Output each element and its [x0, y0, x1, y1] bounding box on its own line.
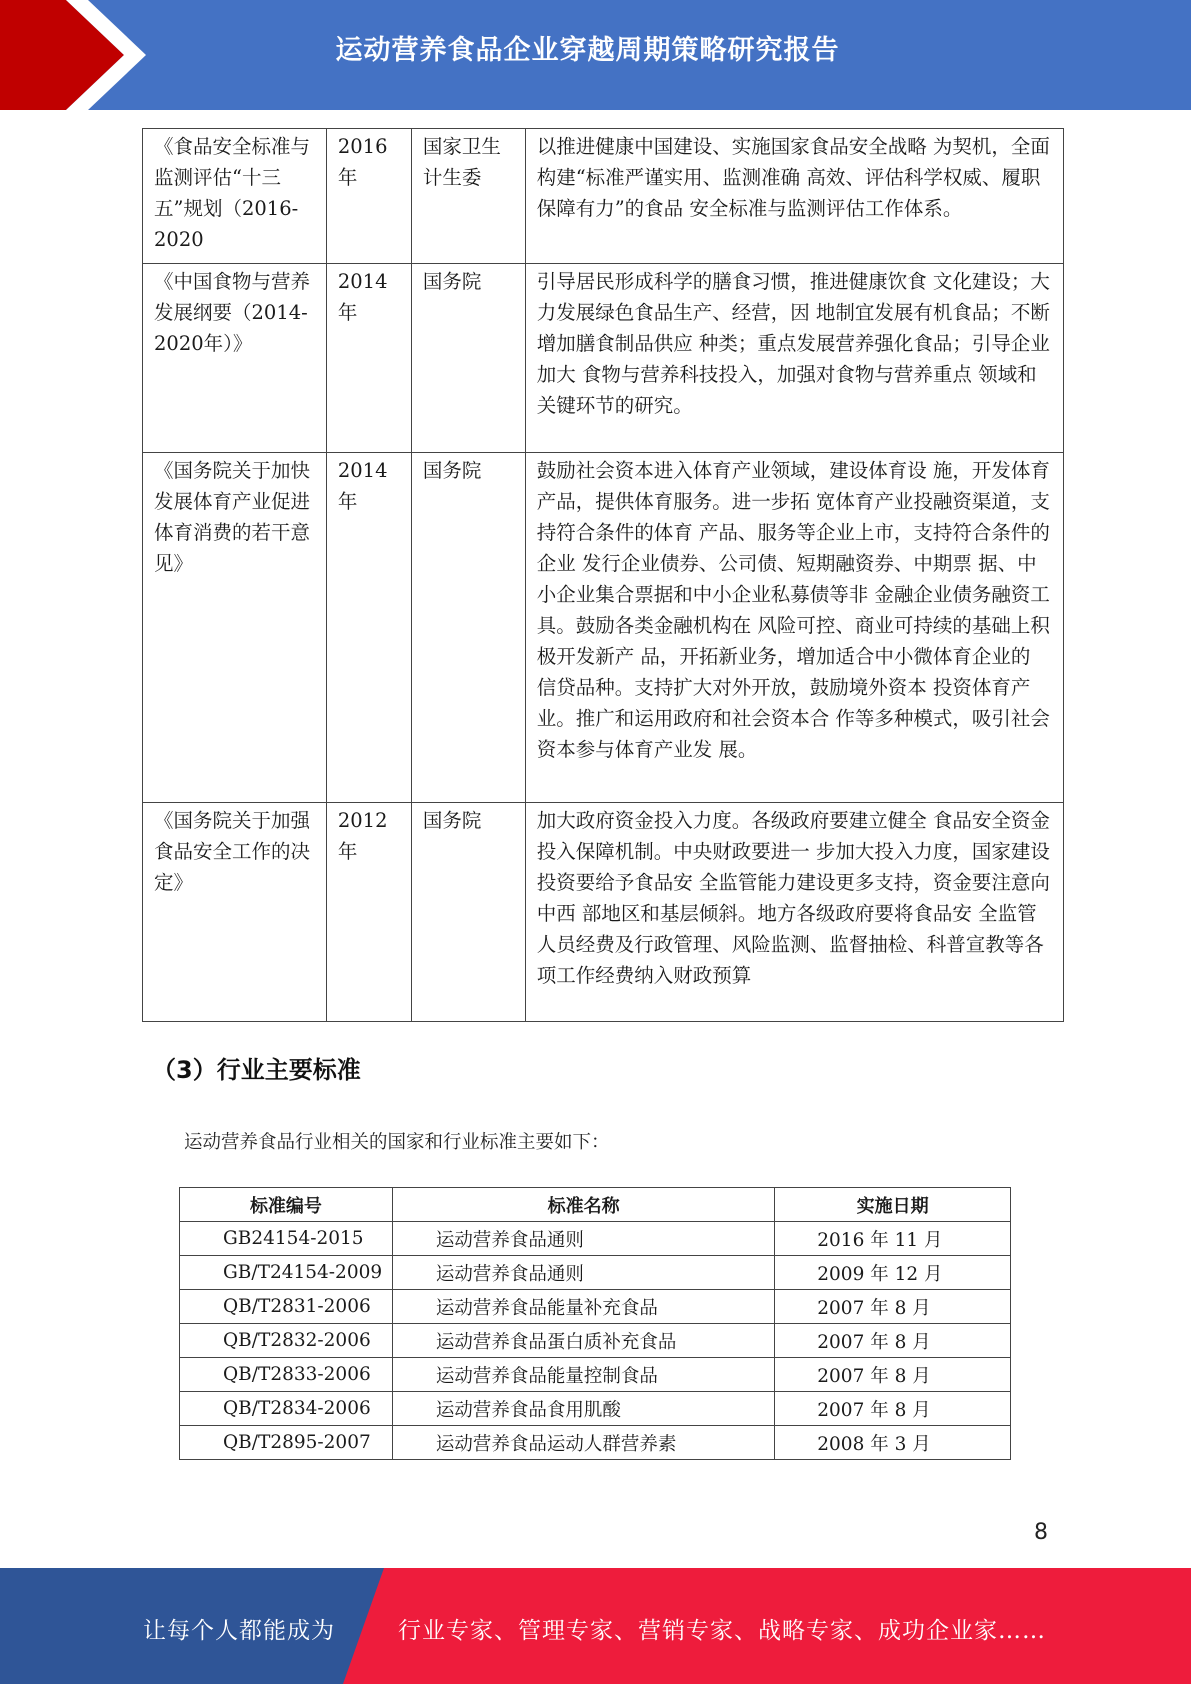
document-title-text: 运动营养食品企业穿越周期策略研究报告 [335, 35, 840, 66]
standard-date: 2007 年 8 月 [775, 1358, 1011, 1392]
table-row [143, 803, 1064, 1022]
column-header-date: 实施日期 [775, 1188, 1011, 1222]
table-row [180, 1256, 1011, 1290]
table-row [180, 1358, 1011, 1392]
standard-name: 运动营养食品能量补充食品 [392, 1290, 774, 1324]
policy-content: 以推进健康中国建设、实施国家食品安全战略 为契机，全面构建“标准严谨实用、监测准确 高效、评估科学权威、履职保障有力”的食品 安全标准与监测评估工作体系。 [525, 129, 1063, 264]
policy-year: 2014年 [326, 264, 411, 453]
standard-date: 2007 年 8 月 [775, 1290, 1011, 1324]
table-row [180, 1324, 1011, 1358]
policy-issuer: 国务院 [411, 803, 525, 1022]
header-banner [0, 0, 1191, 110]
standard-name: 运动营养食品通则 [392, 1222, 774, 1256]
standard-code: GB24154-2015 [180, 1222, 393, 1256]
policy-name: 《国务院关于加强食品安全工作的决定》 [143, 803, 327, 1022]
standards-table [179, 1187, 1011, 1460]
table-header-row [180, 1188, 1011, 1222]
standard-date: 2007 年 8 月 [775, 1324, 1011, 1358]
standard-code: QB/T2834-2006 [180, 1392, 393, 1426]
standard-date: 2016 年 11 月 [775, 1222, 1011, 1256]
table-row [180, 1290, 1011, 1324]
standard-name: 运动营养食品蛋白质补充食品 [392, 1324, 774, 1358]
standard-code: QB/T2895-2007 [180, 1426, 393, 1460]
table-row [180, 1426, 1011, 1460]
standard-code: QB/T2832-2006 [180, 1324, 393, 1358]
policy-year: 2016年 [326, 129, 411, 264]
policy-table [142, 128, 1064, 1022]
policy-content: 引导居民形成科学的膳食习惯，推进健康饮食 文化建设；大力发展绿色食品生产、经营，因 地制宜发展有机食品；不断增加膳食制品供应 种类；重点发展营养强化食品；引导企业加大 食物与营养科技投入，加强对食物与营养重点 领域和关键环节的研究。 [525, 264, 1063, 453]
table-row [180, 1392, 1011, 1426]
footer-slogan-right: 行业专家、管理专家、营销专家、战略专家、成功企业家…… [398, 1618, 1046, 1644]
table-row [143, 453, 1064, 803]
standard-code: GB/T24154-2009 [180, 1256, 393, 1290]
policy-issuer: 国家卫生计生委 [411, 129, 525, 264]
policy-name: 《中国食物与营养发展纲要（2014-2020年）》 [143, 264, 327, 453]
column-header-code: 标准编号 [180, 1188, 393, 1222]
intro-paragraph: 运动营养食品行业相关的国家和行业标准主要如下： [184, 1132, 610, 1153]
standard-name: 运动营养食品通则 [392, 1256, 774, 1290]
policy-content: 加大政府资金投入力度。各级政府要建立健全 食品安全资金投入保障机制。中央财政要进一 步加大投入力度，国家建设投资要给予食品安 全监管能力建设更多支持，资金要注意向中西 部地区和基层倾斜。地方各级政府要将食品安 全监管人员经费及行政管理、风险监测、监督抽检、科普宣教等各项工作经费纳入财政预算 [525, 803, 1063, 1022]
policy-name: 《国务院关于加快发展体育产业促进体育消费的若干意见》 [143, 453, 327, 803]
table-row [180, 1222, 1011, 1256]
standard-date: 2008 年 3 月 [775, 1426, 1011, 1460]
page-number: 8 [1034, 1520, 1048, 1545]
header-arrow-decoration [0, 0, 160, 110]
standard-date: 2007 年 8 月 [775, 1392, 1011, 1426]
section-heading: （3）行业主要标准 [152, 1056, 361, 1084]
standard-name: 运动营养食品运动人群营养素 [392, 1426, 774, 1460]
policy-year: 2014年 [326, 453, 411, 803]
table-row [143, 264, 1064, 453]
table-row [143, 129, 1064, 264]
standard-code: QB/T2833-2006 [180, 1358, 393, 1392]
standard-name: 运动营养食品能量控制食品 [392, 1358, 774, 1392]
policy-issuer: 国务院 [411, 264, 525, 453]
policy-name: 《食品安全标准与监测评估“十三五”规划（2016-2020 [143, 129, 327, 264]
document-title [200, 28, 1191, 67]
standard-code: QB/T2831-2006 [180, 1290, 393, 1324]
standard-date: 2009 年 12 月 [775, 1256, 1011, 1290]
policy-year: 2012年 [326, 803, 411, 1022]
footer-slogan-left: 让每个人都能成为 [143, 1618, 335, 1644]
policy-content: 鼓励社会资本进入体育产业领域，建设体育设 施，开发体育产品，提供体育服务。进一步拓 宽体育产业投融资渠道，支持符合条件的体育 产品、服务等企业上市，支持符合条件的企业 发行企业债券、公司债、短期融资券、中期票 据、中小企业集合票据和中小企业私募债等非 金融企业债务融资工具。鼓励各类金融机构在 风险可控、商业可持续的基础上积极开发新产 品，开拓新业务，增加适合中小微体育企业的 信贷品种。支持扩大对外开放，鼓励境外资本 投资体育产业。推广和运用政府和社会资本合 作等多种模式，吸引社会资本参与体育产业发 展。 [525, 453, 1063, 803]
policy-issuer: 国务院 [411, 453, 525, 803]
column-header-name: 标准名称 [392, 1188, 774, 1222]
standard-name: 运动营养食品食用肌酸 [392, 1392, 774, 1426]
